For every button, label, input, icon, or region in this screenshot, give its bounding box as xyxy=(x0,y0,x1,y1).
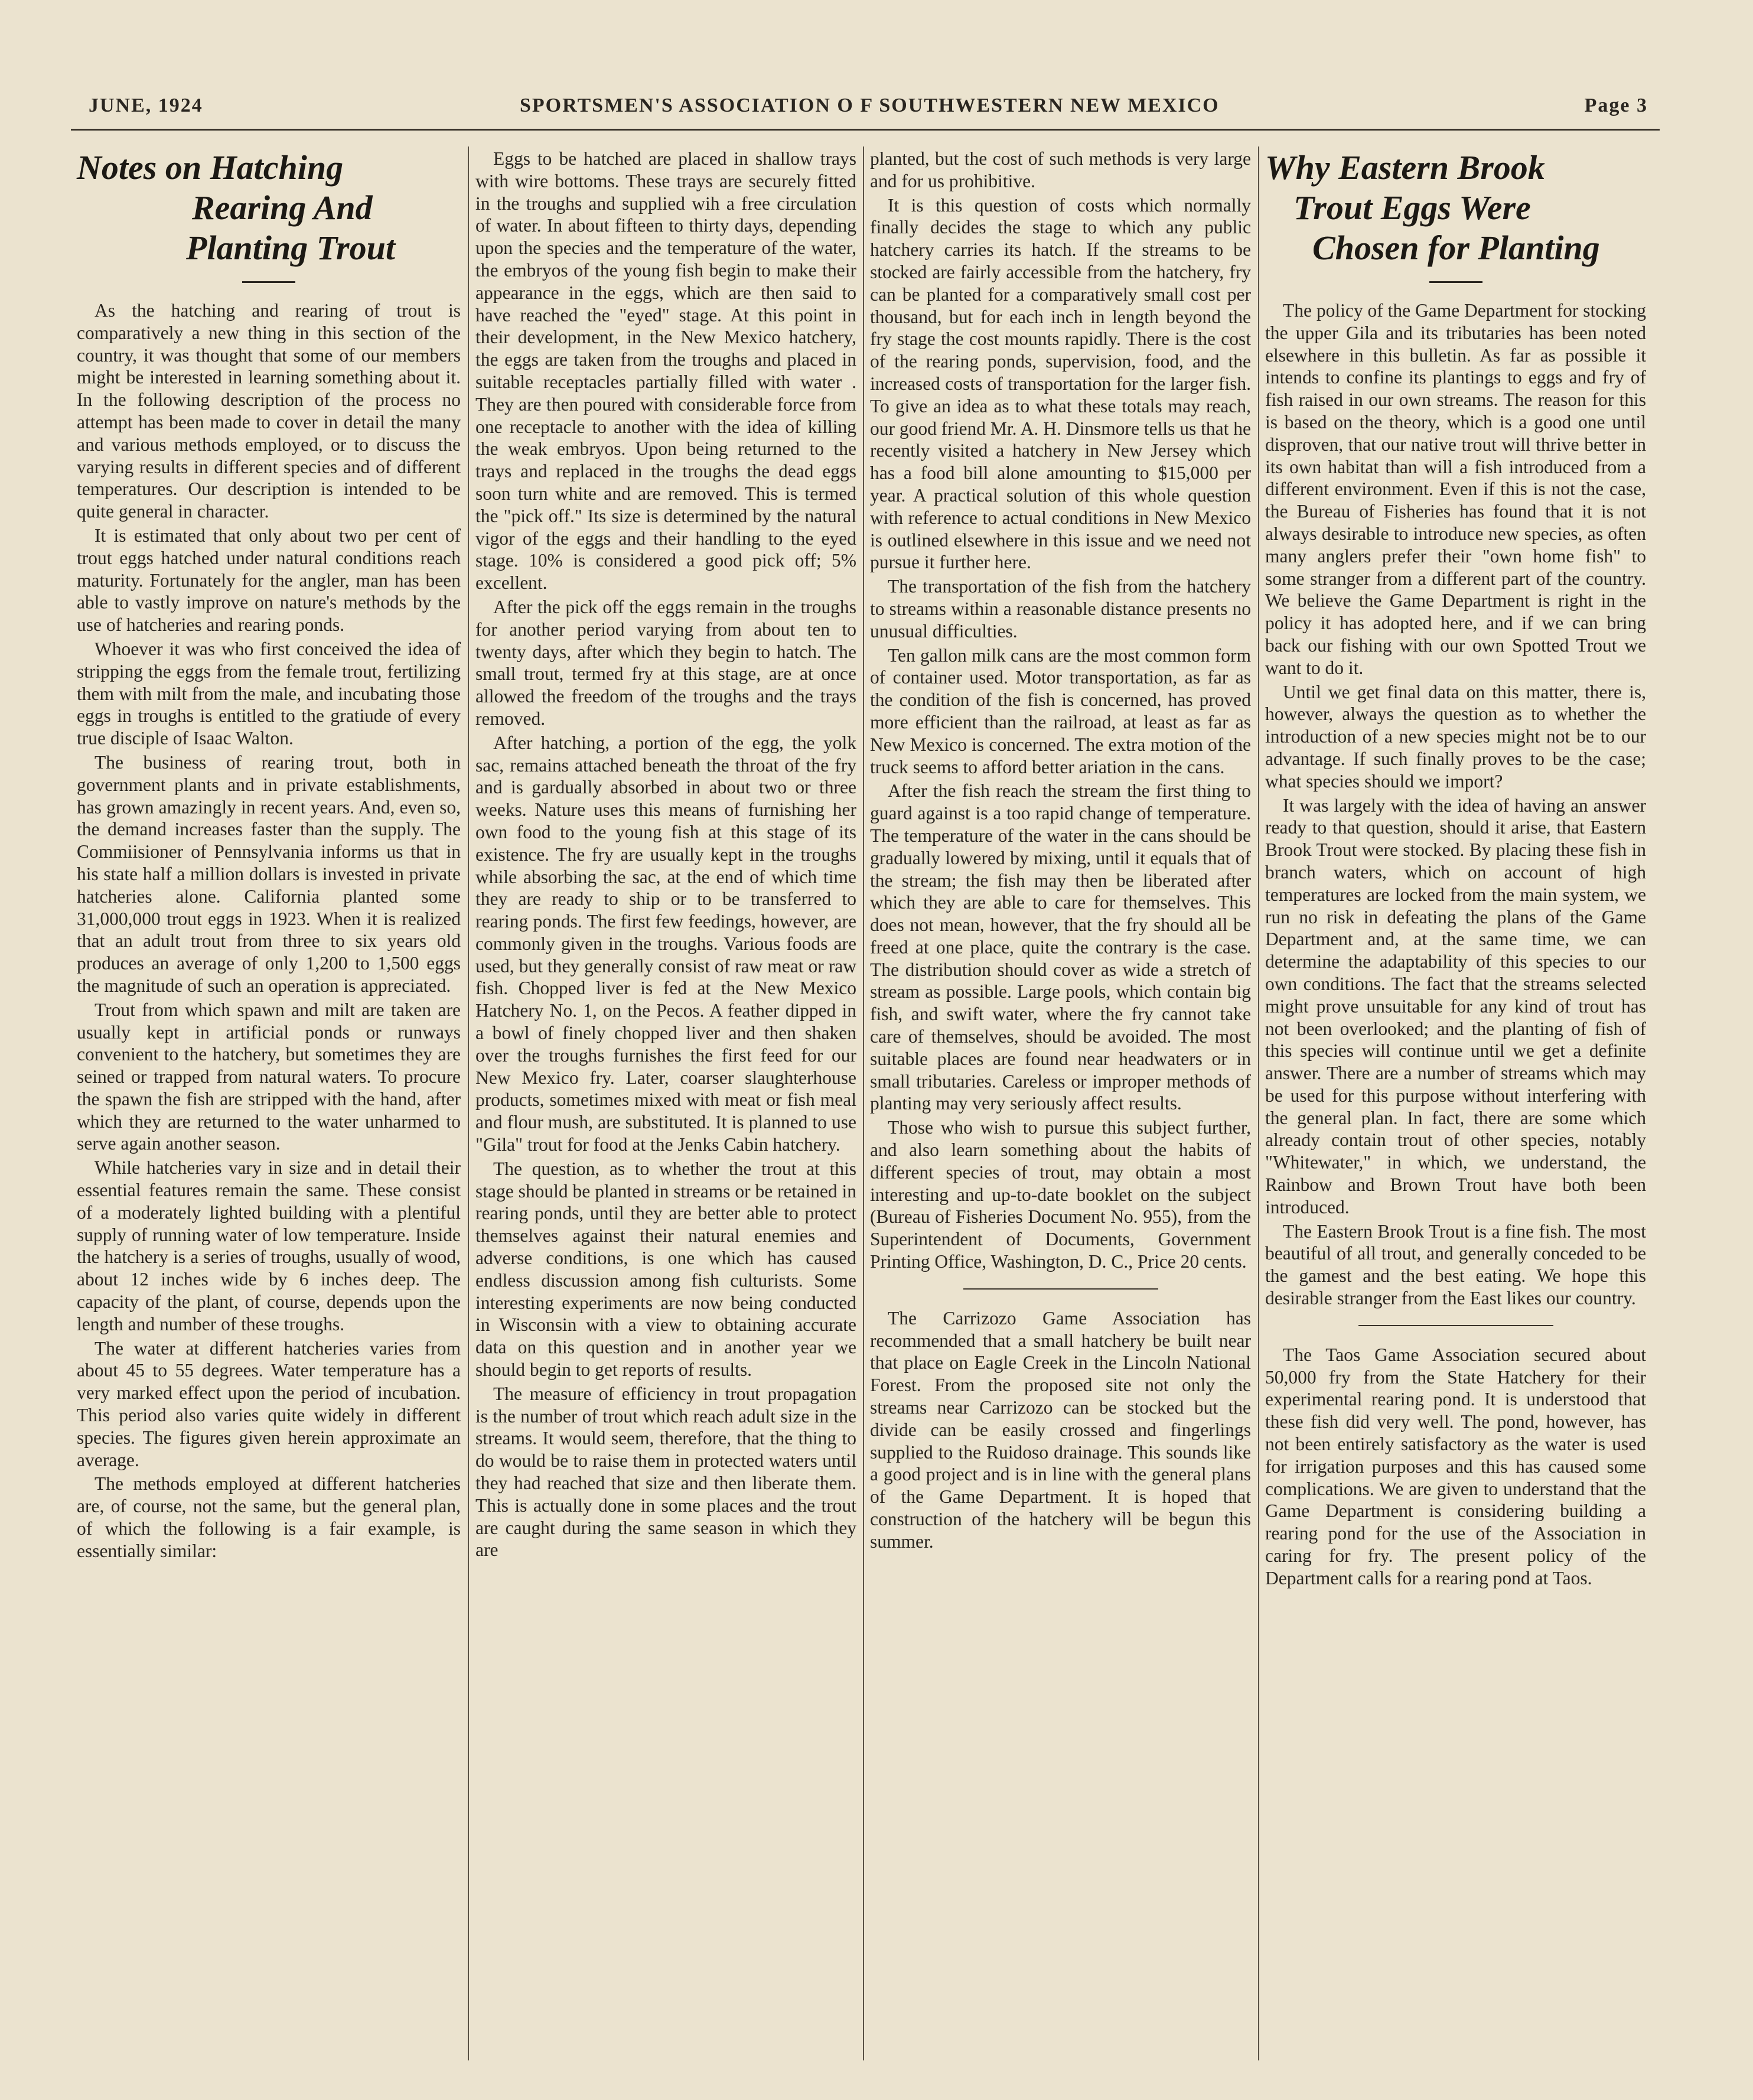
article1-paragraph: The question, as to whether the trout at this stage should be planted in streams or be retained in rearing ponds, until they are better able to protect themselves against their natural enemies and adverse conditions, is one which has caused endless discussion among fish culturists. Some interesting experiments are now being conducted in Wisconsin with a view to obtaining accurate data on this question and in another year we should begin to get reports of results. xyxy=(475,1158,856,1381)
column-2 xyxy=(475,148,856,1561)
article2-headline-line: Why Eastern Brook xyxy=(1265,148,1545,187)
page-number: Page 3 xyxy=(1584,95,1648,116)
masthead-rule xyxy=(71,129,1660,131)
article1-paragraph: The measure of efficiency in trout propagation is the number of trout which reach adult size in the streams. It would seem, therefore, that the thing to do would be to raise them in protected waters until they had reached that size and then liberate them. This is actually done in some places and the trout are caught during the same season in which they are xyxy=(475,1383,856,1561)
article1-paragraph: The methods employed at different hatcheries are, of course, not the same, but the general plan, of which the following is a fair example, is essentially similar: xyxy=(77,1473,461,1561)
article2-paragraph: The policy of the Game Department for stocking the upper Gila and its tributaries has been noted elsewhere in this bulletin. As far as possible it intends to confine its plantings to eggs and fry of fish raised in our own streams. The reason for this is based on the theory, which is a good one until disproven, that our native trout will thrive better in its own habitat than will a fish introduced from a different environment. Even if this is not the case, the Bureau of Fisheries has found that it is not always desirable to introduce new species, as often many anglers prefer their "own home fish" to some stranger from a different part of the country. We believe the Game Department is right in the policy it has adopted here, and if we can bring back our fishing with our own Spotted Trout we want to do it. xyxy=(1265,300,1646,678)
article1-paragraph: The business of rearing trout, both in government plants and in private establishments, has grown amazingly in recent years. And, even so, the demand increases faster than the supply. The Commiisioner of Pennsylvania informs us that in his state half a million dollars is invested in private hatcheries alone. California planted some 31,000,000 trout eggs in 1923. When it is realized that an adult trout from three to six years old produces an average of only 1,200 to 1,500 eggs the magnitude of such an operation is appreciated. xyxy=(77,751,461,996)
article1-headline xyxy=(77,148,461,268)
article1-paragraph: planted, but the cost of such methods is very large and for us prohibitive. xyxy=(870,148,1251,191)
column-3 xyxy=(870,148,1251,1553)
article1-paragraph: Trout from which spawn and milt are taken are usually kept in artificial ponds or runways convenient to the hatchery, but sometimes they are seined or trapped from natural waters. To procure the spawn the fish are stripped with the hand, after which they are returned to the water unharmed to serve again another season. xyxy=(77,999,461,1154)
column-4 xyxy=(1265,148,1646,1590)
headline-dash xyxy=(1429,281,1482,283)
masthead xyxy=(89,95,1648,125)
article2-headline-line: Chosen for Planting xyxy=(1312,229,1600,267)
article1-paragraph: It is this question of costs which normally finally decides the stage to which any public hatchery carries its hatch. If the streams to be stocked are fairly accessible from the hatchery, fry can be planted for a comparatively small cost per thousand, but for each inch in length beyond the fry stage the cost mounts rapidly. There is the cost of the rearing ponds, supervision, food, and the increased costs of transportation for the larger fish. To give an idea as to what these totals may reach, our good friend Mr. A. H. Dinsmore tells us that he recently visited a hatchery in New Jersey which has a food bill alone amounting to $15,000 per year. A practical solution of this whole question with reference to actual conditions in New Mexico is outlined elsewhere in this issue and we need not pursue it further here. xyxy=(870,194,1251,573)
article1-paragraph: Ten gallon milk cans are the most common form of container used. Motor transportation, as far as the condition of the fish is concerned, has proved more efficient than the railroad, at least as far as New Mexico is concerned. The extra motion of the truck seems to afford better ariation in the cans. xyxy=(870,644,1251,777)
publication-title: SPORTSMEN'S ASSOCIATION O F SOUTHWESTERN NEW MEXICO xyxy=(520,95,1220,116)
carrizozo-item: The Carrizozo Game Association has recommended that a small hatchery be built near that place on Eagle Creek in the Lincoln National Forest. From the proposed site not only the streams near Carrizozo can be stocked but the divide can be easily crossed and fingerlings supplied to the Ruidoso drainage. This sounds like a good project and is in line with the general plans of the Game Department. It is hoped that construction of the hatchery will be begun this summer. xyxy=(870,1307,1251,1552)
article1-headline-line: Rearing And xyxy=(192,188,373,227)
article1-paragraph: It is estimated that only about two per cent of trout eggs hatched under natural conditions reach maturity. Fortunately for the angler, man has been able to vastly improve on nature's methods by the use of hatcheries and rearing ponds. xyxy=(77,525,461,636)
article2-headline-line: Trout Eggs Were xyxy=(1293,188,1531,227)
column-divider-2 xyxy=(863,146,864,2060)
column-divider-1 xyxy=(468,146,469,2060)
article1-paragraph: Eggs to be hatched are placed in shallow trays with wire bottoms. These trays are securely fitted in the troughs and supplied wih a free circulation of water. In about fifteen to thirty days, depending upon the species and the temperature of the water, the embryos of the young fish begin to make their appearance in the eggs, which are then said to have reached the "eyed" stage. At this point in their development, in the New Mexico hatchery, the eggs are taken from the troughs and placed in suitable receptacles partially filled with water . They are then poured with considerable force from one receptacle to another with the idea of killing the weak embryos. Upon being returned to the trays and replaced in the troughs the dead eggs soon turn white and are removed. This is termed the "pick off." Its size is determined by the natural vigor of the eggs and their handling to the eyed stage. 10% is considered a good pick off; 5% excellent. xyxy=(475,148,856,594)
article1-paragraph: Whoever it was who first conceived the idea of stripping the eggs from the female trout, fertilizing them with milt from the male, and incubating those eggs in troughs is entitled to the gratiude of every true disciple of Isaac Walton. xyxy=(77,638,461,749)
article1-headline-line: Notes on Hatching xyxy=(77,148,344,187)
article2-headline xyxy=(1265,148,1646,268)
column-divider-3 xyxy=(1258,146,1259,2060)
item-separator xyxy=(963,1288,1158,1290)
issue-date: JUNE, 1924 xyxy=(89,95,203,116)
article2-paragraph: It was largely with the idea of having an answer ready to that question, should it arise, that Eastern Brook Trout were stocked. By placing these fish in branch waters, which on account of high temperatures are locked from the main system, we run no risk in defeating the plans of the Game Department and, at the same time, we can determine the adaptability of this species to our own conditions. The fact that the streams selected might prove unsuitable for any kind of trout has not been overlooked; and the planting of fish of this species will continue until we get a definite answer. There are a number of streams which may be used for this purpose without interfering with the general plan. In fact, there are some which already contain trout of other species, notably "Whitewater," in which, we understand, the Rainbow and Brown Trout have both been introduced. xyxy=(1265,795,1646,1217)
column-1 xyxy=(77,148,461,1562)
article1-paragraph: After hatching, a portion of the egg, the yolk sac, remains attached beneath the throat of the fry and is gardually absorbed in about two or three weeks. Nature uses this means of furnishing her own food to the young fish at this stage of its existence. The fry are usually kept in the troughs while absorbing the sac, at the end of which time they are ready to ship or to be transferred to rearing ponds. The first few feedings, however, are commonly given in the troughs. Various foods are used, but they generally consist of raw meat or raw fish. Chopped liver is fed at the New Mexico Hatchery No. 1, on the Pecos. A feather dipped in a bowl of finely chopped liver and then shaken over the troughs furnishes the first feed for our New Mexico fry. Later, coarser slaughterhouse products, sometimes mixed with meat or fish meal and flour mush, are substituted. It is planned to use "Gila" trout for food at the Jenks Cabin hatchery. xyxy=(475,732,856,1155)
article1-paragraph: The water at different hatcheries varies from about 45 to 55 degrees. Water temperature has a very marked effect upon the period of incubation. This period also varies quite widely in different species. The figures given herein approximate an average. xyxy=(77,1337,461,1470)
article1-headline-line: Planting Trout xyxy=(186,229,396,267)
article1-paragraph: As the hatching and rearing of trout is comparatively a new thing in this section of the country, it was thought that some of our members might be interested in learning something about it. In the following description of the process no attempt has been made to cover in detail the many and various methods employed, or to discuss the varying results in different species and of different temperatures. Our description is intended to be quite general in character. xyxy=(77,300,461,522)
article1-paragraph: Those who wish to pursue this subject further, and also learn something about the habits of different species of trout, may obtain a most interesting and up-to-date booklet on the subject (Bureau of Fisheries Document No. 955), from the Superintendent of Documents, Government Printing Office, Washington, D. C., Price 20 cents. xyxy=(870,1117,1251,1272)
article1-paragraph: The transportation of the fish from the hatchery to streams within a reasonable distance presents no unusual difficulties. xyxy=(870,576,1251,642)
article2-paragraph: Until we get final data on this matter, there is, however, always the question as to whether the introduction of a new species might not be to our advantage. If such finally proves to be the case; what species should we import? xyxy=(1265,681,1646,792)
article1-paragraph: After the pick off the eggs remain in the troughs for another period varying from about ten to twenty days, after which they begin to hatch. The small trout, termed fry at this stage, are at once allowed the freedom of the troughs and the trays removed. xyxy=(475,596,856,729)
item-separator xyxy=(1358,1325,1553,1326)
taos-item: The Taos Game Association secured about 50,000 fry from the State Hatchery for their experimental rearing pond. It is understood that these fish did very well. The pond, however, has not been entirely satisfactory as the water is used for irrigation purposes and this has caused some complications. We are given to understand that the Game Department is considering building a rearing pond for the use of the Association in caring for fry. The present policy of the Department calls for a rearing pond at Taos. xyxy=(1265,1344,1646,1588)
article1-paragraph: After the fish reach the stream the first thing to guard against is a too rapid change of temperature. The temperature of the water in the cans should be gradually lowered by mixing, until it equals that of the stream; the fish may then be liberated after which they are able to care for themselves. This does not mean, however, that the fry should all be freed at one place, quite the contrary is the case. The distribution should cover as wide a stretch of stream as possible. Large pools, which contain big fish, and swift water, where the fry cannot take care of themselves, should be avoided. The most suitable places are found near headwaters or in small tributaries. Careless or improper methods of planting may very seriously affect results. xyxy=(870,780,1251,1114)
article2-paragraph: The Eastern Brook Trout is a fine fish. The most beautiful of all trout, and generally conceded to be the gamest and the best eating. We hope this desirable stranger from the East likes our country. xyxy=(1265,1220,1646,1309)
headline-dash xyxy=(242,281,295,283)
article1-paragraph: While hatcheries vary in size and in detail their essential features remain the same. These consist of a moderately lighted building with a plentiful supply of running water of low temperature. Inside the hatchery is a series of troughs, usually of wood, about 12 inches wide by 6 inches deep. The capacity of the plant, of course, depends upon the length and number of these troughs. xyxy=(77,1157,461,1334)
